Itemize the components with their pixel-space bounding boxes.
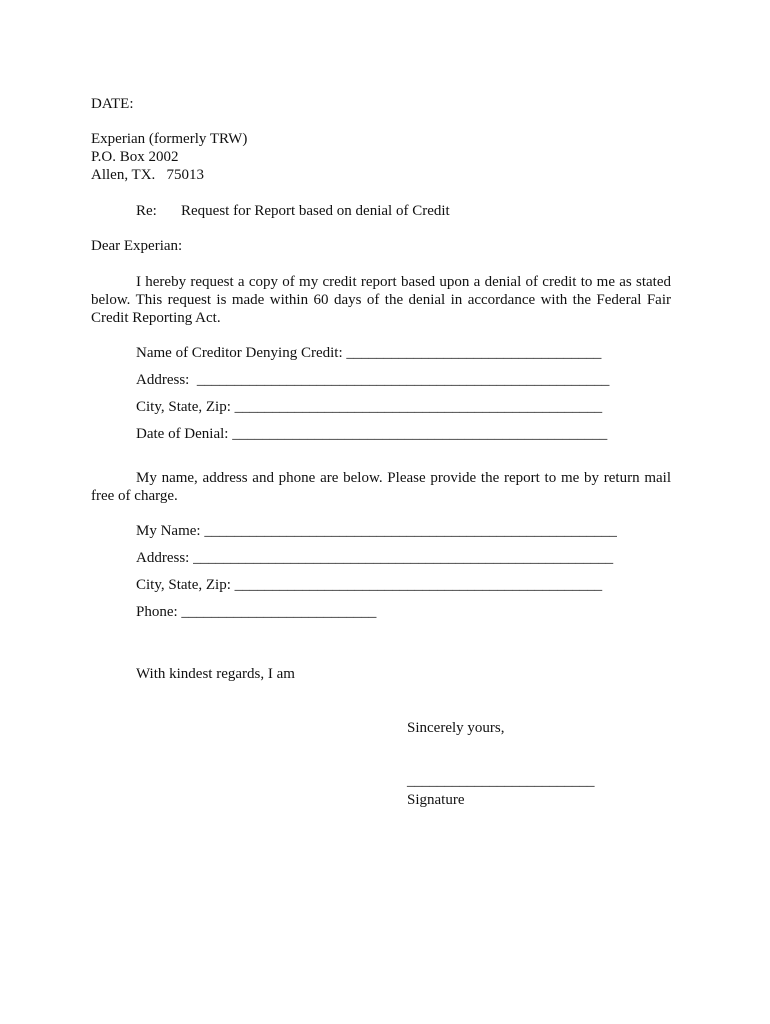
my-city-state-zip-field: City, State, Zip: _________________________________________________ xyxy=(136,577,603,593)
creditor-city-state-zip-field: City, State, Zip: _________________________________________________ xyxy=(136,399,603,415)
denial-date-field: Date of Denial: __________________________________________________ xyxy=(136,426,608,442)
salutation: Dear Experian: xyxy=(91,238,183,254)
date-label: DATE: xyxy=(91,96,134,112)
request-paragraph xyxy=(91,273,671,327)
re-subject: Request for Report based on denial of Credit xyxy=(181,203,450,219)
creditor-address-field: Address: _______________________________________________________ xyxy=(136,372,610,388)
contact-paragraph-text: My name, address and phone are below. Please provide the report to me by return mail free of charge. xyxy=(91,470,671,504)
my-name-field: My Name: _______________________________________________________ xyxy=(136,523,617,539)
recipient-line-3: Allen, TX. 75013 xyxy=(91,167,205,183)
contact-paragraph xyxy=(91,469,671,505)
phone-field: Phone: __________________________ xyxy=(136,604,377,620)
recipient-line-1: Experian (formerly TRW) xyxy=(91,131,248,147)
re-label: Re: xyxy=(136,203,157,219)
closing-line: Sincerely yours, xyxy=(407,720,505,736)
regards-line: With kindest regards, I am xyxy=(136,666,295,682)
creditor-name-field: Name of Creditor Denying Credit: __________________________________ xyxy=(136,345,602,361)
request-paragraph-text: I hereby request a copy of my credit report based upon a denial of credit to me as stated below. This request is made within 60 days of the denial in accordance with the Federal Fair Credit Reporting Act. xyxy=(91,274,671,326)
signature-line: _________________________ xyxy=(407,773,595,789)
my-address-field: Address: ________________________________________________________ xyxy=(136,550,614,566)
recipient-line-2: P.O. Box 2002 xyxy=(91,149,179,165)
signature-label: Signature xyxy=(407,792,465,808)
